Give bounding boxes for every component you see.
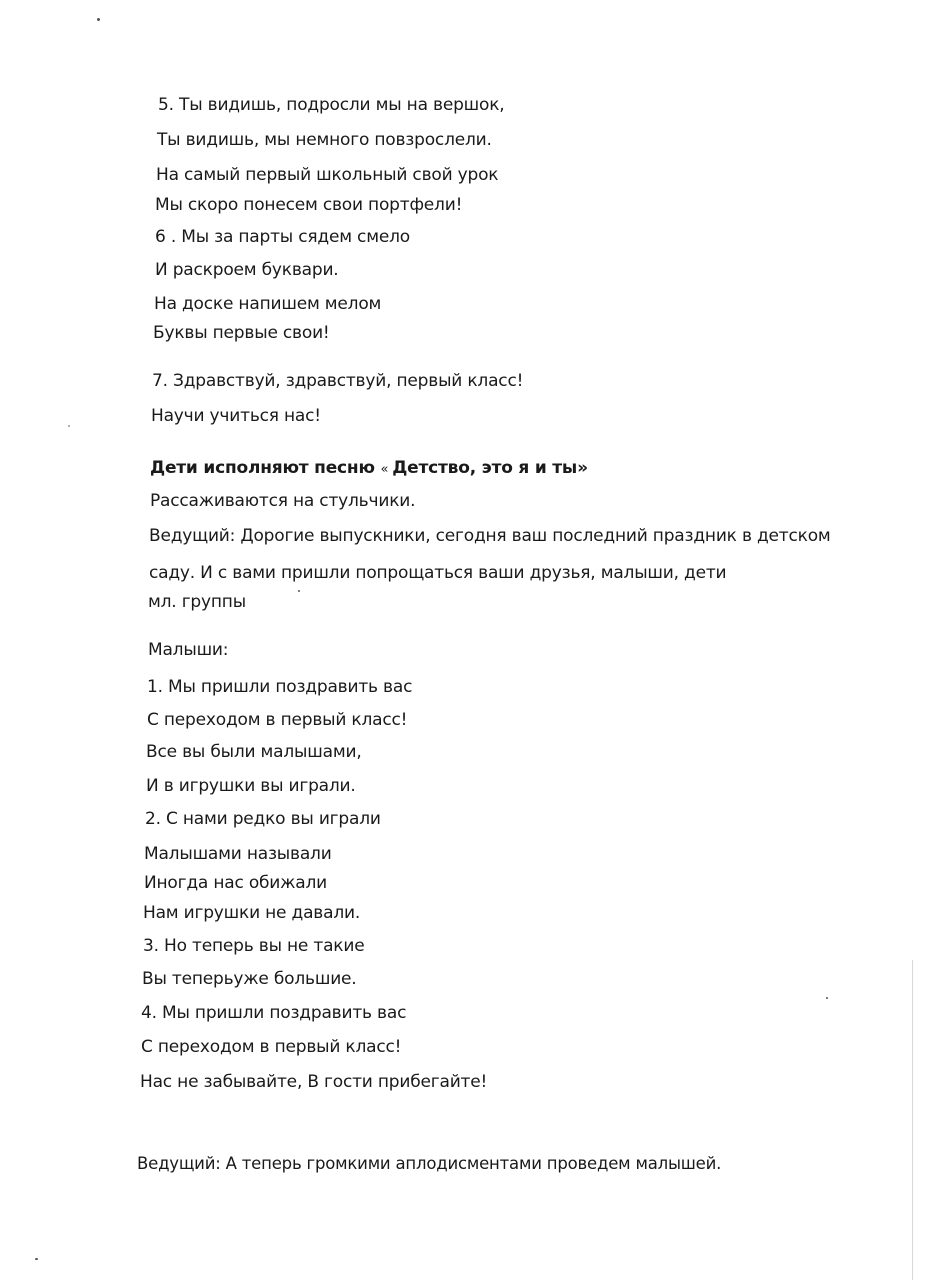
scan-speck [97, 18, 100, 21]
kids-line: Вы теперьуже большие. [142, 969, 357, 989]
kids-line: Нам игрушки не давали. [143, 903, 361, 923]
song-quote-open: « [380, 462, 393, 477]
stanza-7-line-2: Научи учиться нас! [151, 406, 321, 426]
kids-label: Малыши: [148, 640, 229, 660]
seat-direction: Рассаживаются на стульчики. [150, 491, 416, 511]
song-title: Детство, это я и ты [392, 458, 578, 478]
final-host-line: Ведущий: А теперь громкими аплодисментами проведем малышей. [137, 1154, 722, 1173]
song-announcement [150, 457, 588, 481]
stanza-5-line-2: Ты видишь, мы немного повзрослели. [157, 130, 492, 150]
song-prefix: Дети исполняют песню [150, 458, 381, 478]
stanza-5-line-1: 5. Ты видишь, подросли мы на вершок, [158, 95, 505, 115]
stanza-6-line-4: Буквы первые свои! [153, 323, 330, 343]
kids-line: 3. Но теперь вы не такие [143, 936, 365, 956]
scan-speck [35, 1258, 38, 1260]
host-line-3: мл. группы [148, 592, 246, 612]
kids-line: И в игрушки вы играли. [146, 776, 356, 796]
kids-line: 4. Мы пришли поздравить вас [141, 1003, 407, 1023]
stanza-6-line-2: И раскроем буквари. [155, 260, 339, 280]
scan-speck [68, 425, 70, 427]
host-line-2: саду. И с вами пришли попрощаться ваши друзья, малыши, дети [149, 563, 727, 583]
song-quote-close: » [577, 458, 588, 478]
kids-line: Нас не забывайте, В гости прибегайте! [140, 1072, 488, 1092]
kids-line: С переходом в первый класс! [141, 1037, 402, 1057]
kids-line: 2. С нами редко вы играли [145, 809, 381, 829]
scan-edge [912, 960, 913, 1280]
kids-line: Малышами называли [144, 844, 332, 864]
scan-speck [826, 997, 828, 999]
host-line-1: Ведущий: Дорогие выпускники, сегодня ваш последний праздник в детском [149, 526, 831, 546]
scan-speck [298, 590, 300, 592]
kids-line: С переходом в первый класс! [147, 710, 408, 730]
stanza-5-line-4: Мы скоро понесем свои портфели! [155, 195, 463, 215]
stanza-6-line-1: 6 . Мы за парты сядем смело [155, 227, 410, 247]
stanza-6-line-3: На доске напишем мелом [154, 294, 382, 314]
kids-line: Иногда нас обижали [144, 873, 328, 893]
kids-line: 1. Мы пришли поздравить вас [147, 677, 413, 697]
kids-line: Все вы были малышами, [146, 742, 362, 762]
stanza-7-line-1: 7. Здравствуй, здравствуй, первый класс! [152, 371, 524, 391]
stanza-5-line-3: На самый первый школьный свой урок [156, 165, 499, 185]
